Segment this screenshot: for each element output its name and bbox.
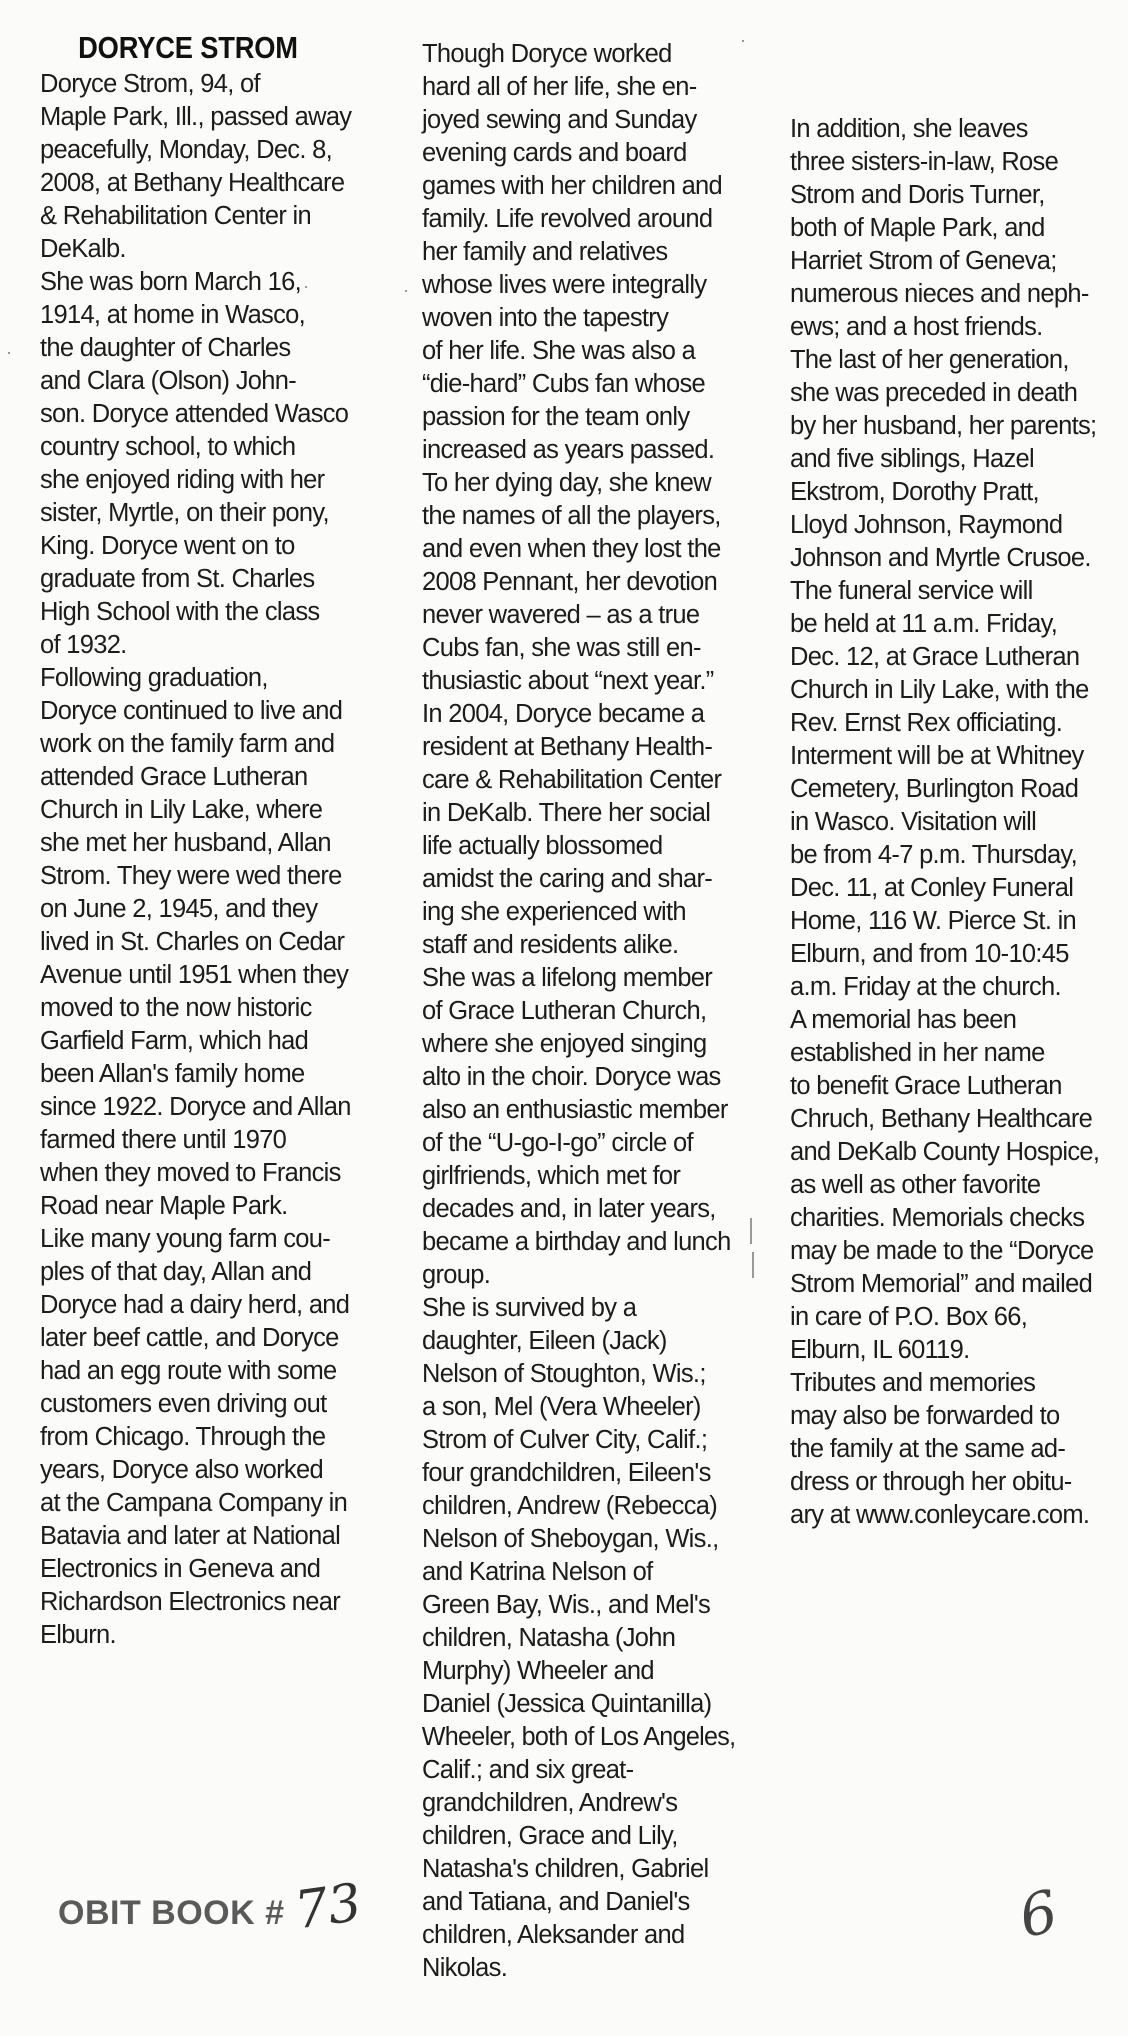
text-line: a son, Mel (Vera Wheeler) bbox=[422, 1393, 701, 1421]
text-line: She was born March 16, bbox=[40, 268, 301, 296]
text-line: Wheeler, both of Los Angeles, bbox=[421, 1723, 736, 1751]
text-line: Cemetery, Burlington Road bbox=[790, 775, 1079, 803]
text-line: girlfriends, which met for bbox=[422, 1162, 681, 1190]
text-line: Home, 116 W. Pierce St. in bbox=[790, 907, 1077, 935]
text-line: thusiastic about “next year.” bbox=[422, 667, 714, 695]
text-line: life actually blossomed bbox=[422, 832, 663, 860]
paragraph bbox=[22, 662, 354, 1223]
scan-speck bbox=[405, 290, 407, 292]
text-line: sister, Myrtle, on their pony, bbox=[40, 499, 329, 527]
text-line: and Clara (Olson) John- bbox=[40, 367, 297, 395]
column-2 bbox=[404, 38, 736, 1985]
text-line: ing she experienced with bbox=[422, 898, 686, 926]
text-line: later beef cattle, and Doryce bbox=[40, 1324, 339, 1352]
paragraph bbox=[772, 1004, 1112, 1367]
text-line: moved to the now historic bbox=[40, 994, 312, 1022]
text-line: peacefully, Monday, Dec. 8, bbox=[40, 136, 332, 164]
text-line: years, Doryce also worked bbox=[40, 1456, 323, 1484]
text-line: Though Doryce worked bbox=[422, 40, 672, 68]
text-line: High School with the class bbox=[40, 598, 320, 626]
text-line: Electronics in Geneva and bbox=[40, 1555, 321, 1583]
text-line: and five siblings, Hazel bbox=[790, 445, 1035, 473]
text-line: both of Maple Park, and bbox=[790, 214, 1045, 242]
paragraph bbox=[404, 698, 736, 962]
text-line: children, Natasha (John bbox=[422, 1624, 676, 1652]
scan-speck bbox=[8, 352, 10, 354]
text-line: her family and relatives bbox=[422, 238, 668, 266]
text-line: She was a lifelong member bbox=[422, 964, 713, 992]
paragraph bbox=[772, 575, 1112, 1004]
text-line: children, Aleksander and bbox=[422, 1921, 685, 1949]
column-1 bbox=[22, 30, 354, 1652]
text-line: numerous nieces and neph- bbox=[790, 280, 1089, 308]
scan-speck bbox=[742, 40, 744, 42]
text-line: since 1922. Doryce and Allan bbox=[40, 1093, 351, 1121]
scan-mark bbox=[750, 1218, 752, 1244]
text-line: when they moved to Francis bbox=[40, 1159, 341, 1187]
paragraph bbox=[772, 113, 1112, 344]
text-line: the names of all the players, bbox=[422, 502, 721, 530]
text-line: Nelson of Sheboygan, Wis., bbox=[422, 1525, 719, 1553]
text-line: Nikolas. bbox=[422, 1954, 508, 1982]
text-line: Elburn. bbox=[40, 1621, 116, 1649]
text-line: Calif.; and six great- bbox=[422, 1756, 634, 1784]
text-line: of Grace Lutheran Church, bbox=[422, 997, 707, 1025]
text-line: Batavia and later at National bbox=[40, 1522, 341, 1550]
text-line: Interment will be at Whitney bbox=[790, 742, 1084, 770]
text-line: ples of that day, Allan and bbox=[40, 1258, 312, 1286]
text-line: be from 4-7 p.m. Thursday, bbox=[790, 841, 1077, 869]
text-line: three sisters-in-law, Rose bbox=[790, 148, 1059, 176]
text-line: children, Grace and Lily, bbox=[422, 1822, 678, 1850]
text-line: The funeral service will bbox=[790, 577, 1033, 605]
text-line: Richardson Electronics near bbox=[40, 1588, 340, 1616]
scan-mark bbox=[752, 1252, 754, 1278]
text-line: farmed there until 1970 bbox=[40, 1126, 287, 1154]
text-line: been Allan's family home bbox=[40, 1060, 305, 1088]
text-line: Elburn, IL 60119. bbox=[790, 1336, 970, 1364]
text-line: hard all of her life, she en- bbox=[422, 73, 697, 101]
text-line: Strom Memorial” and mailed bbox=[790, 1270, 1093, 1298]
text-line: customers even driving out bbox=[40, 1390, 327, 1418]
text-line: 1914, at home in Wasco, bbox=[40, 301, 306, 329]
text-line: by her husband, her parents; bbox=[790, 412, 1097, 440]
obituary-headline: DORYCE STROM bbox=[78, 30, 298, 65]
text-line: She is survived by a bbox=[422, 1294, 637, 1322]
text-line: Cubs fan, she was still en- bbox=[422, 634, 701, 662]
paragraph bbox=[404, 962, 736, 1292]
text-line: DeKalb. bbox=[40, 235, 126, 263]
text-line: and DeKalb County Hospice, bbox=[790, 1138, 1100, 1166]
text-line: Tributes and memories bbox=[790, 1369, 1036, 1397]
text-line: evening cards and board bbox=[422, 139, 687, 167]
text-line: Following graduation, bbox=[40, 664, 268, 692]
text-line: Murphy) Wheeler and bbox=[422, 1657, 654, 1685]
column-3 bbox=[772, 113, 1112, 1532]
text-line: 2008, at Bethany Healthcare bbox=[40, 169, 345, 197]
text-line: as well as other favorite bbox=[790, 1171, 1041, 1199]
text-line: established in her name bbox=[790, 1039, 1045, 1067]
text-line: and Katrina Nelson of bbox=[422, 1558, 653, 1586]
paragraph bbox=[772, 344, 1112, 575]
text-line: whose lives were integrally bbox=[422, 271, 707, 299]
text-line: 2008 Pennant, her devotion bbox=[422, 568, 718, 596]
text-line: joyed sewing and Sunday bbox=[422, 106, 697, 134]
text-line: dress or through her obitu- bbox=[790, 1468, 1072, 1496]
text-line: Road near Maple Park. bbox=[40, 1192, 288, 1220]
paragraph bbox=[22, 68, 354, 266]
text-line: a.m. Friday at the church. bbox=[790, 973, 1061, 1001]
text-line: The last of her generation, bbox=[790, 346, 1069, 374]
text-line: graduate from St. Charles bbox=[40, 565, 315, 593]
text-line: Doryce had a dairy herd, and bbox=[40, 1291, 350, 1319]
text-line: became a birthday and lunch bbox=[422, 1228, 731, 1256]
text-line: Avenue until 1951 when they bbox=[40, 961, 349, 989]
text-line: Doryce continued to live and bbox=[40, 697, 343, 725]
scan-speck bbox=[305, 286, 307, 288]
text-line: she met her husband, Allan bbox=[40, 829, 331, 857]
text-line: from Chicago. Through the bbox=[40, 1423, 326, 1451]
stamp-label: OBIT BOOK # bbox=[58, 1894, 285, 1932]
text-line: increased as years passed. bbox=[422, 436, 715, 464]
text-line: also an enthusiastic member bbox=[422, 1096, 728, 1124]
text-line: ews; and a host friends. bbox=[790, 313, 1043, 341]
text-line: “die-hard” Cubs fan whose bbox=[422, 370, 705, 398]
text-line: the family at the same ad- bbox=[790, 1435, 1066, 1463]
text-line: had an egg route with some bbox=[40, 1357, 337, 1385]
text-line: ary at www.conleycare.com. bbox=[790, 1501, 1090, 1529]
text-line: Garfield Farm, which had bbox=[40, 1027, 309, 1055]
text-line: passion for the team only bbox=[422, 403, 690, 431]
text-line: country school, to which bbox=[40, 433, 296, 461]
text-line: and Tatiana, and Daniel's bbox=[422, 1888, 690, 1916]
text-line: King. Doryce went on to bbox=[40, 532, 295, 560]
paragraph bbox=[404, 1292, 736, 1985]
text-line: Dec. 12, at Grace Lutheran bbox=[790, 643, 1080, 671]
text-line: Church in Lily Lake, where bbox=[40, 796, 323, 824]
text-line: resident at Bethany Health- bbox=[422, 733, 713, 761]
text-line: lived in St. Charles on Cedar bbox=[40, 928, 345, 956]
text-line: games with her children and bbox=[422, 172, 723, 200]
text-line: family. Life revolved around bbox=[422, 205, 713, 233]
paragraph bbox=[22, 266, 354, 662]
text-line: Harriet Strom of Geneva; bbox=[790, 247, 1057, 275]
text-line: Like many young farm cou- bbox=[40, 1225, 331, 1253]
text-line: in care of P.O. Box 66, bbox=[790, 1303, 1028, 1331]
paragraph bbox=[404, 38, 736, 698]
text-line: charities. Memorials checks bbox=[790, 1204, 1085, 1232]
text-line: never wavered – as a true bbox=[422, 601, 700, 629]
text-line: to benefit Grace Lutheran bbox=[790, 1072, 1062, 1100]
text-line: attended Grace Lutheran bbox=[40, 763, 308, 791]
text-line: in Wasco. Visitation will bbox=[790, 808, 1037, 836]
text-line: Nelson of Stoughton, Wis.; bbox=[422, 1360, 706, 1388]
text-line: Strom of Culver City, Calif.; bbox=[422, 1426, 708, 1454]
text-line: amidst the caring and shar- bbox=[422, 865, 713, 893]
paragraph bbox=[772, 1367, 1112, 1532]
text-line: be held at 11 a.m. Friday, bbox=[790, 610, 1058, 638]
text-line: Strom and Doris Turner, bbox=[790, 181, 1045, 209]
text-line: the daughter of Charles bbox=[40, 334, 291, 362]
text-line: Elburn, and from 10-10:45 bbox=[790, 940, 1069, 968]
text-line: group. bbox=[422, 1261, 491, 1289]
text-line: In 2004, Doryce became a bbox=[422, 700, 705, 728]
text-line: Doryce Strom, 94, of bbox=[40, 70, 260, 98]
text-line: Johnson and Myrtle Crusoe. bbox=[790, 544, 1091, 572]
text-line: In addition, she leaves bbox=[790, 115, 1028, 143]
text-line: staff and residents alike. bbox=[422, 931, 679, 959]
text-line: work on the family farm and bbox=[40, 730, 335, 758]
text-line: decades and, in later years, bbox=[422, 1195, 716, 1223]
text-line: A memorial has been bbox=[790, 1006, 1017, 1034]
text-line: at the Campana Company in bbox=[40, 1489, 348, 1517]
text-line: care & Rehabilitation Center bbox=[422, 766, 722, 794]
text-line: Ekstrom, Dorothy Pratt, bbox=[790, 478, 1039, 506]
handwritten-book-number: 73 bbox=[290, 1872, 365, 1942]
text-line: may be made to the “Doryce bbox=[790, 1237, 1094, 1265]
text-line: To her dying day, she knew bbox=[422, 469, 711, 497]
text-line: of the “U-go-I-go” circle of bbox=[422, 1129, 693, 1157]
text-line: son. Doryce attended Wasco bbox=[40, 400, 349, 428]
paragraph bbox=[22, 1223, 354, 1652]
text-line: woven into the tapestry bbox=[422, 304, 669, 332]
text-line: she was preceded in death bbox=[790, 379, 1078, 407]
text-line: four grandchildren, Eileen's bbox=[422, 1459, 711, 1487]
text-line: of 1932. bbox=[40, 631, 127, 659]
text-line: Natasha's children, Gabriel bbox=[422, 1855, 709, 1883]
text-line: in DeKalb. There her social bbox=[422, 799, 711, 827]
text-line: & Rehabilitation Center in bbox=[40, 202, 311, 230]
text-line: on June 2, 1945, and they bbox=[40, 895, 318, 923]
text-line: Lloyd Johnson, Raymond bbox=[790, 511, 1063, 539]
text-line: of her life. She was also a bbox=[422, 337, 696, 365]
text-line: grandchildren, Andrew's bbox=[422, 1789, 678, 1817]
text-line: she enjoyed riding with her bbox=[40, 466, 325, 494]
text-line: Dec. 11, at Conley Funeral bbox=[790, 874, 1074, 902]
text-line: may also be forwarded to bbox=[790, 1402, 1060, 1430]
text-line: and even when they lost the bbox=[422, 535, 721, 563]
text-line: Rev. Ernst Rex officiating. bbox=[790, 709, 1063, 737]
text-line: where she enjoyed singing bbox=[422, 1030, 707, 1058]
text-line: Maple Park, Ill., passed away bbox=[40, 103, 352, 131]
text-line: Daniel (Jessica Quintanilla) bbox=[422, 1690, 712, 1718]
text-line: daughter, Eileen (Jack) bbox=[422, 1327, 667, 1355]
text-line: children, Andrew (Rebecca) bbox=[422, 1492, 718, 1520]
text-line: Green Bay, Wis., and Mel's bbox=[422, 1591, 711, 1619]
text-line: alto in the choir. Doryce was bbox=[422, 1063, 721, 1091]
text-line: Strom. They were wed there bbox=[40, 862, 342, 890]
text-line: Church in Lily Lake, with the bbox=[790, 676, 1089, 704]
handwritten-page-number: 6 bbox=[1013, 1876, 1064, 1952]
text-line: Chruch, Bethany Healthcare bbox=[790, 1105, 1093, 1133]
obit-book-stamp bbox=[58, 1872, 365, 1942]
